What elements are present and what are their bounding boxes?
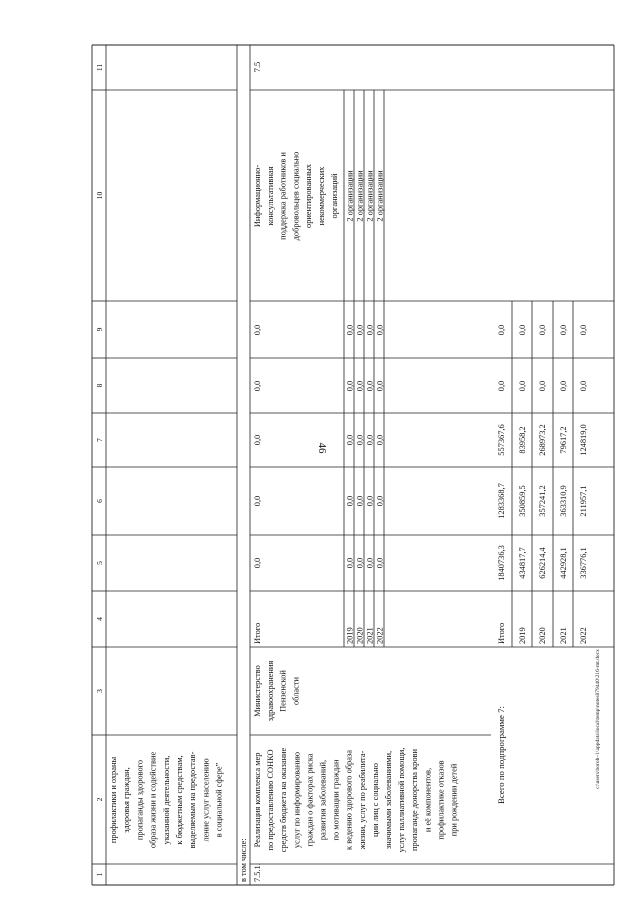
- column-number-8: 8: [95, 383, 104, 388]
- page-number: 46: [316, 442, 328, 454]
- total-year: 2020: [538, 627, 547, 644]
- total-col8-value: 0,0: [559, 380, 568, 392]
- item-name-line: по мотивации граждан: [331, 759, 341, 841]
- total-col5-value: 626214,4: [538, 547, 547, 579]
- column-number-7: 7: [95, 438, 104, 442]
- total-year: 2021: [559, 627, 568, 644]
- total-col9-value: 0,0: [538, 324, 547, 336]
- total-col8-value: 0,0: [497, 380, 506, 392]
- total-col6-value: 1283368,7: [497, 483, 506, 519]
- item-col8-value: 0,0: [375, 380, 385, 392]
- total-col8-value: 0,0: [579, 380, 588, 392]
- continued-text-line: профилактики и охраны: [109, 756, 118, 844]
- item-col8-value: 0,0: [253, 380, 262, 392]
- item-name-line: развития заболеваний,: [318, 759, 328, 841]
- item-year: 2019: [345, 627, 355, 644]
- total-col6-value: 350859,5: [518, 485, 527, 517]
- item-name-line: пропаганде донорства крови: [410, 749, 420, 851]
- item-col5-value: 0,0: [253, 557, 262, 569]
- file-path-note: c:\users\boroh~1\appdata\local\temp\notes879440\216-rnt.docx: [595, 649, 601, 789]
- total-year: 2022: [579, 627, 588, 644]
- item-col5-value: 0,0: [345, 557, 355, 569]
- item-year: 2021: [365, 627, 375, 644]
- item-name-line: жизни, услуг по реабилита-: [357, 750, 367, 850]
- item-col7-value: 0,0: [355, 434, 365, 446]
- indicator-line: поддержка работников и: [278, 152, 288, 240]
- column-number-9: 9: [95, 327, 104, 332]
- executor-line: здравоохранения: [265, 660, 275, 722]
- executor-line: области: [291, 677, 301, 705]
- item-name-line: профилактике отказов: [436, 760, 446, 840]
- item-name-line: значимыми заболеваниями,: [384, 750, 393, 850]
- total-col5-value: 336776,1: [579, 547, 588, 579]
- total-col8-value: 0,0: [518, 380, 527, 392]
- indicator-line: организаций: [329, 173, 339, 219]
- column-number-11: 11: [95, 63, 104, 72]
- total-year: Итого: [497, 622, 506, 644]
- item-name-line: услуг по информированию: [292, 751, 302, 849]
- executor-line: Пензенской: [278, 670, 288, 712]
- column-number-4: 4: [95, 617, 104, 621]
- item-name-line: и её компонентов,: [423, 767, 433, 833]
- executor-line: Министерство: [253, 665, 262, 717]
- table-rotated-group: [92, 45, 614, 885]
- item-col6-value: 0,0: [365, 495, 375, 507]
- total-col6-value: 363310,9: [559, 485, 568, 517]
- item-col6-value: 0,0: [253, 495, 262, 507]
- continued-text-line: образа жизни и содействие: [148, 751, 158, 849]
- item-col5-value: 0,0: [365, 557, 375, 569]
- item-col10-value: 2 организации: [375, 170, 385, 222]
- total-col9-value: 0,0: [579, 324, 588, 336]
- total-label: Всего по подпрограмме 7:: [496, 706, 506, 804]
- item-number: 7.5.1.: [253, 863, 262, 882]
- total-col7-value: 268973,2: [538, 424, 547, 456]
- item-name-line: услуг паллиативной помощи,: [397, 747, 407, 853]
- item-col6-value: 0,0: [345, 495, 355, 507]
- item-col8-value: 0,0: [365, 380, 375, 392]
- column-number-2: 2: [95, 797, 104, 802]
- item-col6-value: 0,0: [355, 495, 365, 507]
- item-col10-value: 2 организации: [365, 170, 375, 222]
- total-col9-value: 0,0: [518, 324, 527, 336]
- item-col9-value: 0,0: [355, 324, 365, 336]
- column-number-10: 10: [95, 191, 104, 200]
- continued-text-line: указанной деятельности,: [161, 755, 171, 845]
- item-name-line: к ведению здорового образа: [344, 750, 354, 850]
- column-number-3: 3: [95, 689, 104, 693]
- item-col9-value: 0,0: [345, 324, 355, 336]
- item-year: 2020: [355, 627, 365, 644]
- item-name-line: по предоставлению СОНКО: [266, 749, 276, 851]
- indicator-line: ориентированных: [304, 164, 314, 228]
- item-col7-value: 0,0: [345, 434, 355, 446]
- total-col7-value: 557367,6: [497, 424, 506, 456]
- total-col7-value: 79617,2: [559, 426, 568, 454]
- item-col5-value: 0,0: [355, 557, 365, 569]
- item-col10-value: 2 организации: [345, 170, 355, 222]
- column-number-6: 6: [95, 499, 104, 503]
- item-col10-value: 2 организации: [355, 170, 365, 222]
- item-name-line: при рождении детей: [449, 763, 459, 837]
- total-col6-value: 357241,2: [538, 485, 547, 517]
- item-col5-value: 0,0: [375, 557, 385, 569]
- item-col8-value: 0,0: [355, 380, 365, 392]
- column-number-1: 1: [95, 872, 104, 877]
- continued-text-line: выделяемым на предостав-: [188, 751, 198, 849]
- continued-text-line: пропаганды здорового: [135, 759, 145, 841]
- total-col5-value: 434817,7: [518, 547, 527, 579]
- indicator-line: добровольцев социально: [291, 151, 301, 241]
- column-number-5: 5: [95, 561, 104, 565]
- indicator-value: 7.5: [253, 61, 262, 73]
- total-col7-value: 83958,2: [518, 426, 527, 454]
- item-name-line: средств бюджета на оказание: [279, 747, 289, 853]
- continued-text-line: к бюджетным средствам,: [175, 755, 184, 845]
- item-col8-value: 0,0: [345, 380, 355, 392]
- total-col6-value: 211957,1: [579, 485, 588, 517]
- total-year: 2019: [518, 627, 527, 644]
- item-col6-value: 0,0: [375, 495, 385, 507]
- indicator-line: Информационно-: [253, 164, 262, 228]
- indicator-line: некоммерческих: [317, 166, 326, 226]
- total-col9-value: 0,0: [559, 324, 568, 336]
- total-col9-value: 0,0: [497, 324, 506, 336]
- continued-text-line: ление услуг населению: [201, 758, 211, 842]
- item-col7-value: 0,0: [375, 434, 385, 446]
- item-col9-value: 0,0: [365, 324, 375, 336]
- indicator-line: консультативная: [265, 166, 275, 226]
- continued-text-line: здоровья граждан,: [122, 767, 132, 833]
- item-name-line: ции лиц с социально: [370, 763, 380, 837]
- item-col7-value: 0,0: [365, 434, 375, 446]
- item-year: 2022: [375, 627, 385, 644]
- continued-text-line: в социальной сфере”: [214, 762, 224, 838]
- item-col9-value: 0,0: [375, 324, 385, 336]
- item-name-line: граждан о факторах риска: [305, 753, 315, 847]
- item-col9-value: 0,0: [253, 324, 262, 336]
- total-col5-value: 1840736,3: [497, 545, 506, 581]
- total-col8-value: 0,0: [538, 380, 547, 392]
- total-col7-value: 124819,0: [579, 424, 588, 456]
- item-name-line: Реализация комплекса мер: [253, 752, 262, 848]
- including-label: в том числе:: [239, 838, 248, 882]
- total-col5-value: 442928,1: [559, 547, 568, 579]
- item-col7-value: 0,0: [253, 434, 262, 446]
- item-year: Итого: [253, 622, 262, 644]
